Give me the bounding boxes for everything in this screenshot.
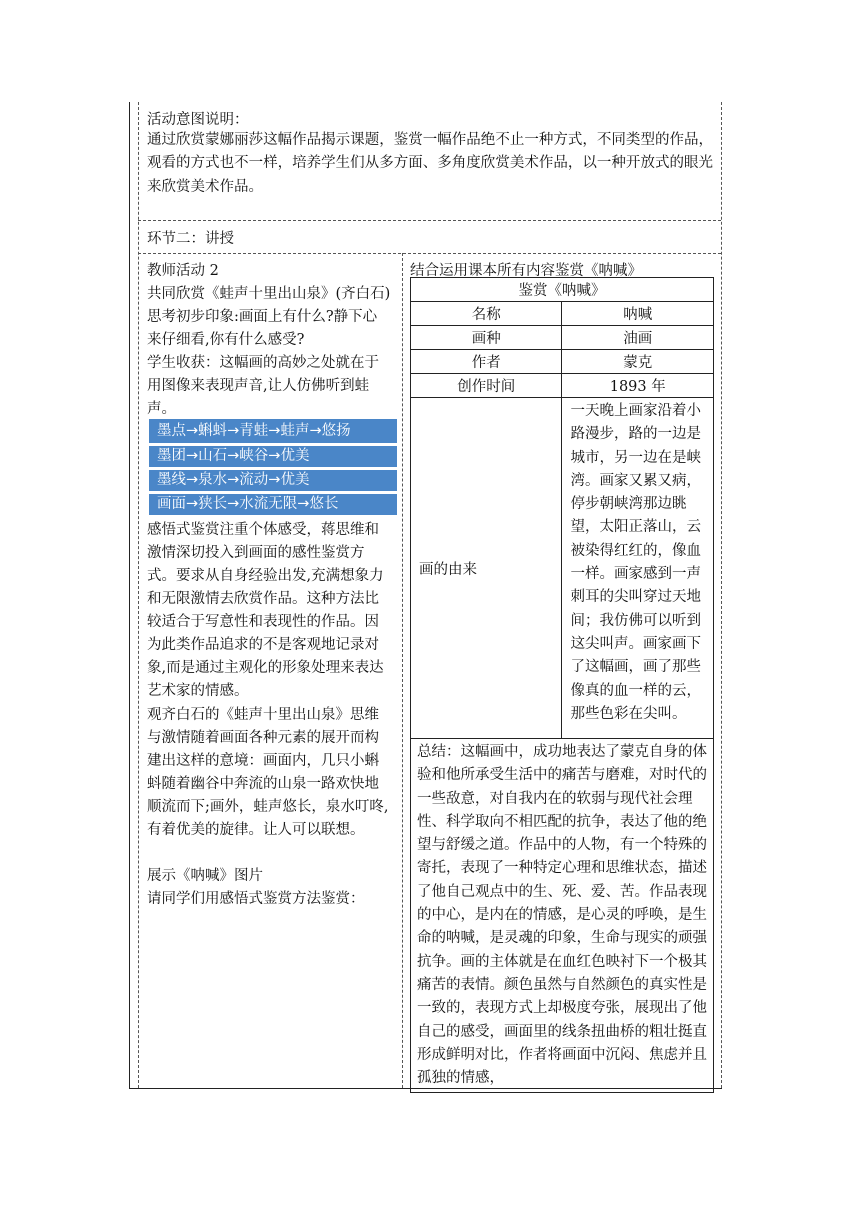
- divider-after-section2: [138, 253, 721, 254]
- feeling-line: 建出这样的意境：画面内，几只小蝌: [147, 753, 379, 769]
- feeling-line: 式。要求从自身经验出发,充满想象力: [147, 568, 384, 584]
- row-label: 作者: [411, 350, 562, 374]
- origin-row: [411, 398, 714, 739]
- flow-bar-ink-dot: 墨点→蝌蚪→青蛙→蛙声→悠扬: [149, 419, 397, 443]
- feeling-line: 艺术家的情感。: [147, 683, 249, 699]
- flow-bar-composition: 画面→狭长→水流无限→悠长: [149, 494, 397, 515]
- intro-line: 学生收获：这幅画的高妙之处就在于: [147, 355, 379, 371]
- intent-body: 通过欣赏蒙娜丽莎这幅作品揭示课题，鉴赏一幅作品绝不止一种方式，不同类型的作品，观看的方式也不一样，培养学生们从多方面、多角度欣赏美术作品，以一种开放式的眼光来欣赏美术作品。: [147, 132, 713, 195]
- intro-line: 用图像来表现声音,让人仿佛听到蛙: [147, 378, 370, 394]
- inner-left-dashed: [138, 102, 139, 1088]
- feeling-line: 较适合于写意性和表现性的作品。因: [147, 614, 379, 630]
- feeling-line: 顺流而下;画外，蛙声悠长，泉水叮咚,: [147, 799, 389, 815]
- row-value: 油画: [562, 326, 714, 350]
- outer-left-border: [129, 102, 130, 1089]
- summary-row: [411, 739, 714, 1093]
- table-row: [411, 374, 714, 398]
- table-title-row: [411, 278, 714, 302]
- origin-label: 画的由来: [411, 398, 562, 739]
- column-divider: [402, 253, 403, 1088]
- feeling-line: 为此类作品追求的不是客观地记录对: [147, 637, 379, 653]
- intent-heading: 活动意图说明：: [147, 112, 249, 128]
- row-value: 蒙克: [562, 350, 714, 374]
- feeling-line: 感悟式鉴赏注重个体感受，蒋思维和: [147, 522, 379, 538]
- section-heading: 环节二：讲授: [147, 231, 234, 247]
- flow-bar-ink-mass: 墨团→山石→峡谷→优美: [149, 446, 397, 467]
- divider-after-intent: [138, 220, 721, 221]
- flow-bar-ink-line: 墨线→泉水→流动→优美: [149, 470, 397, 491]
- feeling-line: 和无限激情去欣赏作品。这种方法比: [147, 591, 379, 607]
- activity-title: 教师活动 2: [147, 263, 219, 279]
- feeling-line: 蚪随着幽谷中奔流的山泉一路欢快地: [147, 776, 379, 792]
- appreciation-table: [410, 277, 714, 1093]
- show-image-line: 展示《呐喊》图片: [147, 868, 263, 884]
- row-label: 创作时间: [411, 374, 562, 398]
- right-heading: 结合运用课本所有内容鉴赏《呐喊》: [410, 263, 642, 279]
- feeling-line: 激情深切投入到画面的感性鉴赏方: [147, 545, 365, 561]
- row-value: 1893 年: [562, 374, 714, 398]
- right-dashed: [721, 102, 722, 1088]
- feeling-line: 象,而是通过主观化的形象处理来表达: [147, 660, 384, 676]
- feeling-line: 有着优美的旋律。让人可以联想。: [147, 822, 365, 838]
- table-row: [411, 326, 714, 350]
- intro-line: 来仔细看,你有什么感受?: [147, 332, 305, 348]
- row-value: 呐喊: [562, 302, 714, 326]
- row-label: 画种: [411, 326, 562, 350]
- row-label: 名称: [411, 302, 562, 326]
- intro-line: 声。: [147, 401, 176, 417]
- table-title: 鉴赏《呐喊》: [411, 278, 714, 302]
- feeling-line: 与激情随着画面各种元素的展开而构: [147, 730, 379, 746]
- feeling-line: 观齐白石的《蛙声十里出山泉》思维: [147, 707, 379, 723]
- intro-line: 思考初步印象:画面上有什么?静下心: [147, 309, 378, 325]
- table-row: [411, 302, 714, 326]
- intro-line: 共同欣赏《蛙声十里出山泉》(齐白石): [147, 286, 391, 302]
- table-row: [411, 350, 714, 374]
- summary-text: 总结：这幅画中，成功地表达了蒙克自身的体验和他所承受生活中的痛苦与磨难，对时代的一些敌意，对自我内在的软弱与现代社会理性、科学取向不相匹配的抗争，表达了他的绝望与舒缓之道。作品中的人物，有一个特殊的寄托，表现了一种特定心理和思维状态，描述了他自己观点中的生、死、爱、苦。作品表现的中心，是内在的情感，是心灵的呼唤，是生命的呐喊，是灵魂的印象，生命与现实的顽强抗争。画的主体就是在血红色映衬下一个极其痛苦的表情。颜色虽然与自然颜色的真实性是一致的，表现方式上却极度夸张，展现出了他自己的感受，画面里的线条扭曲桥的粗壮挺直形成鲜明对比，作者将画面中沉闷、焦虑并且孤独的情感，: [411, 739, 714, 1093]
- show-image-instruction: 请同学们用感悟式鉴赏方法鉴赏：: [147, 891, 365, 907]
- origin-text: 一天晚上画家沿着小路漫步，路的一边是城市，另一边在是峡湾。画家又累又病，停步朝峡湾那边眺望，太阳正落山，云被染得红红的，像血一样。画家感到一声刺耳的尖叫穿过天地间；我仿佛可以听到这尖叫声。画家画下了这幅画，画了那些像真的血一样的云，那些色彩在尖叫。: [562, 398, 714, 739]
